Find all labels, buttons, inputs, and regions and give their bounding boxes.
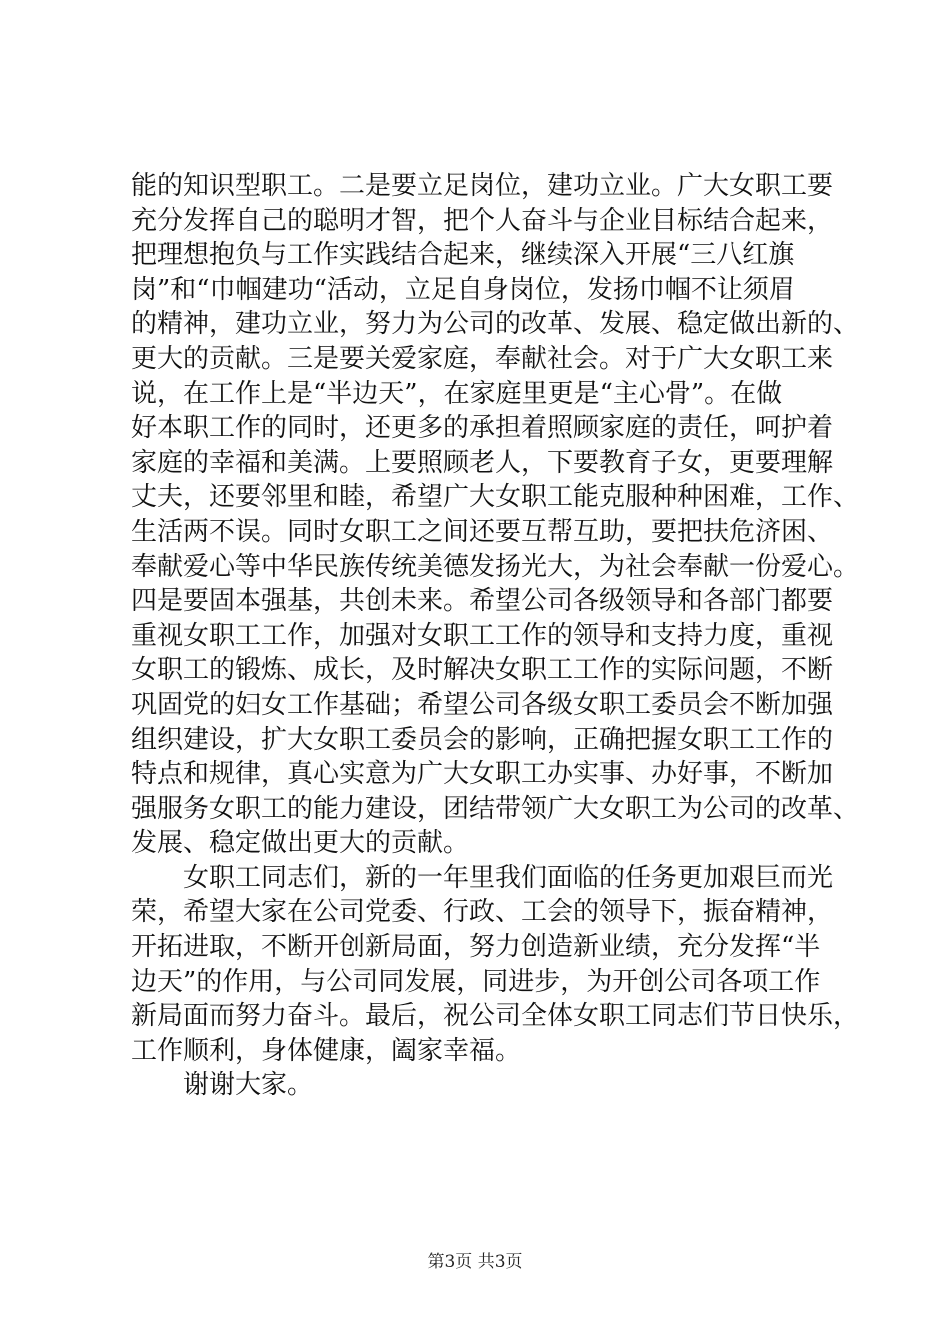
- text-line: 生活两不误。同时女职工之间还要互帮互助，要把扶危济困、: [131, 516, 834, 547]
- text-line: 新局面而努力奋斗。最后，祝公司全体女职工同志们节日快乐，: [131, 1001, 860, 1032]
- text-line: 更大的贡献。三是要关爱家庭，奉献社会。对于广大女职工来: [131, 343, 834, 374]
- document-body: [131, 169, 860, 1103]
- text-line: 说，在工作上是“半边天”，在家庭里更是“主心骨”。在做: [131, 378, 783, 409]
- text-line: 重视女职工工作，加强对女职工工作的领导和支持力度，重视: [131, 620, 834, 651]
- text-line: 家庭的幸福和美满。上要照顾老人，下要教育子女，更要理解: [131, 447, 834, 478]
- text-line: 巩固党的妇女工作基础；希望公司各级女职工委员会不断加强: [131, 689, 834, 720]
- text-line: 开拓进取，不断开创新局面，努力创造新业绩，充分发挥“半: [131, 932, 821, 963]
- text-line: 女职工的锻炼、成长，及时解决女职工工作的实际问题，不断: [131, 655, 834, 686]
- text-line: 女职工同志们，新的一年里我们面临的任务更加艰巨而光: [183, 862, 834, 893]
- text-line: 强服务女职工的能力建设，团结带领广大女职工为公司的改革、: [131, 793, 860, 824]
- text-line: 丈夫，还要邻里和睦，希望广大女职工能克服种种困难，工作、: [131, 482, 860, 513]
- text-line: 充分发挥自己的聪明才智，把个人奋斗与企业目标结合起来，: [131, 205, 834, 236]
- text-line: 把理想抱负与工作实践结合起来，继续深入开展“三八红旗: [131, 240, 795, 271]
- text-line: 岗”和“巾帼建功“活动，立足自身岗位，发扬巾帼不让须眉: [131, 274, 795, 305]
- text-line: 组织建设，扩大女职工委员会的影响，正确把握女职工工作的: [131, 724, 834, 755]
- text-line: 特点和规律，真心实意为广大女职工办实事、办好事，不断加: [131, 759, 834, 790]
- text-line: 发展、稳定做出更大的贡献。: [131, 828, 470, 859]
- text-line: 奉献爱心等中华民族传统美德发扬光大，为社会奉献一份爱心。: [131, 551, 860, 582]
- text-line: 四是要固本强基，共创未来。希望公司各级领导和各部门都要: [131, 586, 834, 617]
- page-footer: 第3页 共3页: [427, 1252, 523, 1272]
- text-line: 边天”的作用，与公司同发展，同进步，为开创公司各项工作: [131, 966, 821, 997]
- text-line: 工作顺利，身体健康，阖家幸福。: [131, 1035, 522, 1066]
- text-line: 谢谢大家。: [183, 1070, 314, 1101]
- text-line: 好本职工作的同时，还更多的承担着照顾家庭的责任，呵护着: [131, 413, 834, 444]
- text-line: 荣，希望大家在公司党委、行政、工会的领导下，振奋精神，: [131, 897, 834, 928]
- text-line: 能的知识型职工。二是要立足岗位，建功立业。广大女职工要: [131, 171, 834, 201]
- text-line: 的精神，建功立业，努力为公司的改革、发展、稳定做出新的、: [131, 309, 860, 340]
